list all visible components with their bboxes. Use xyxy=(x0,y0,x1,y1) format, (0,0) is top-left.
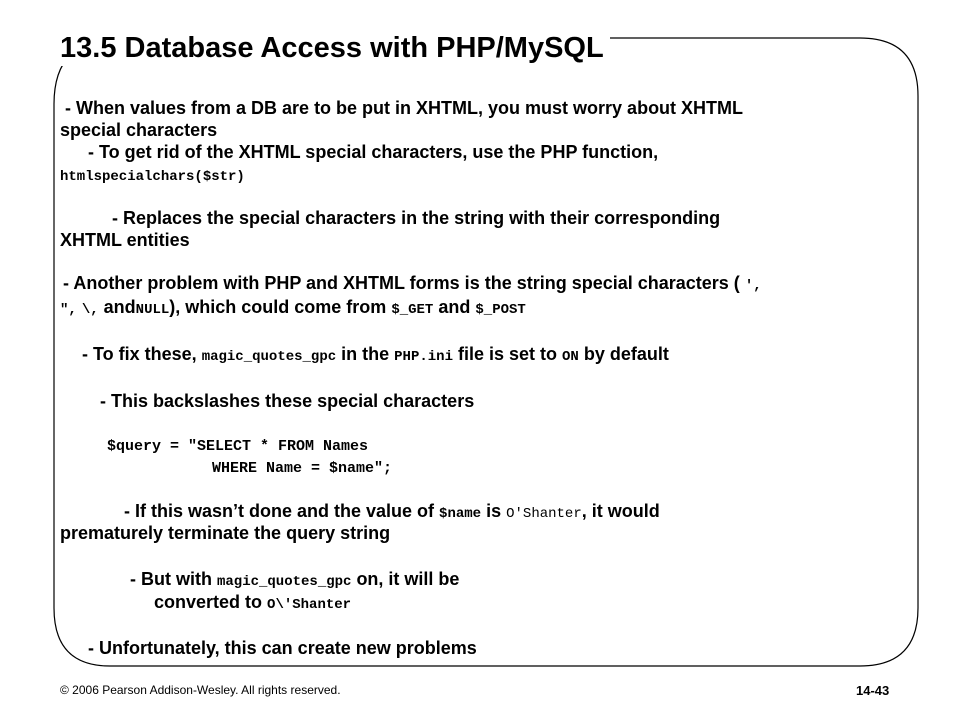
code-backslash: \, xyxy=(81,302,99,318)
slide-title: 13.5 Database Access with PHP/MySQL xyxy=(60,30,610,66)
para-5-text-3: file is set to xyxy=(457,344,558,364)
code-post: $_POST xyxy=(475,302,526,318)
code-single-quote: ′, xyxy=(744,278,762,294)
code-php-ini: PHP.ini xyxy=(394,349,453,365)
para-7-text-1: - If this wasn’t done and the value of xyxy=(124,501,435,521)
para-8-text-1: - But with xyxy=(130,569,212,589)
code-oshanter: O'Shanter xyxy=(506,506,582,522)
para-5-text-4: by default xyxy=(583,344,669,364)
para-3-line-1: - Replaces the special characters in the string with their corresponding xyxy=(112,208,721,228)
para-4-and-2: and xyxy=(438,297,471,317)
code-query-line-1: $query = "SELECT * FROM Names xyxy=(107,438,369,455)
code-on: ON xyxy=(562,349,579,365)
para-5-text-2: in the xyxy=(341,344,390,364)
para-8-text-3: converted to xyxy=(154,592,263,612)
para-7-text-2: , it would xyxy=(581,501,660,521)
para-1-line-2: special characters xyxy=(60,120,218,140)
para-4-line-2 xyxy=(60,296,526,321)
para-4-line-1 xyxy=(63,272,762,297)
code-name-var: $name xyxy=(439,506,482,522)
para-8-text-2: on, it will be xyxy=(356,569,460,589)
footer-page-number: 14-43 xyxy=(856,683,890,698)
para-5-text-1: - To fix these, xyxy=(82,344,197,364)
code-double-quote: ", xyxy=(60,302,77,318)
para-1-line-1: - When values from a DB are to be put in XHTML, you must worry about XHTML xyxy=(65,98,744,118)
para-5 xyxy=(82,343,669,368)
para-3-line-2: XHTML entities xyxy=(60,230,190,250)
code-get: $_GET xyxy=(391,302,434,318)
code-oshanter-escaped: O\'Shanter xyxy=(267,597,352,613)
para-7-is: is xyxy=(486,501,502,521)
para-4-text-1: - Another problem with PHP and XHTML forms is the string special characters ( xyxy=(63,273,740,293)
footer-copyright: © 2006 Pearson Addison-Wesley. All rights reserved. xyxy=(60,683,341,697)
code-null: NULL xyxy=(135,302,170,318)
para-2-line-1: - To get rid of the XHTML special characters, use the PHP function, xyxy=(88,142,659,162)
para-4-and: and xyxy=(103,297,136,317)
para-6: - This backslashes these special characters xyxy=(100,391,475,411)
para-9: - Unfortunately, this can create new problems xyxy=(88,638,477,658)
code-query-line-2: WHERE Name = $name"; xyxy=(212,460,393,477)
para-8-line-1 xyxy=(130,568,459,593)
code-magic-quotes-2: magic_quotes_gpc xyxy=(217,574,352,590)
code-magic-quotes: magic_quotes_gpc xyxy=(201,349,337,365)
para-8-line-2 xyxy=(154,591,351,616)
para-7-line-2: prematurely terminate the query string xyxy=(60,523,391,543)
code-htmlspecialchars: htmlspecialchars($str) xyxy=(60,169,245,185)
para-4-text-2: ), which could come from xyxy=(169,297,387,317)
